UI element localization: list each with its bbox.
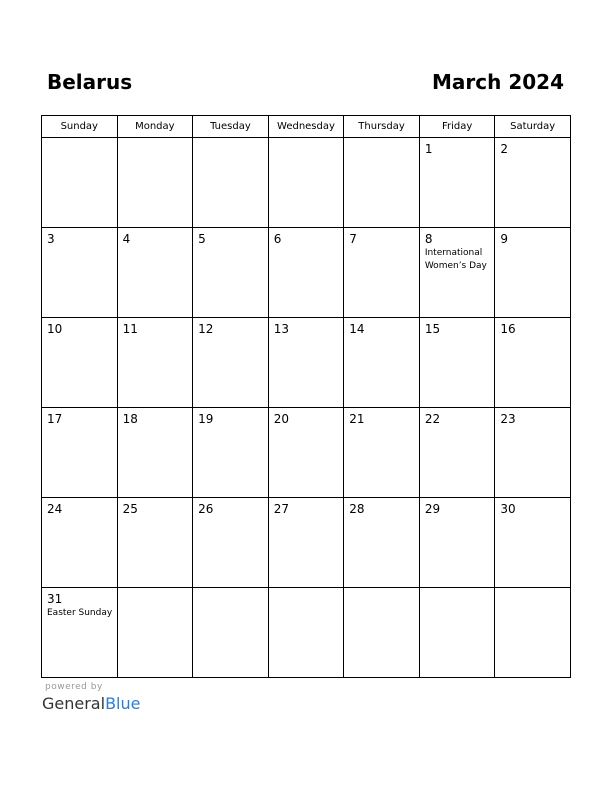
day-cell: [268, 318, 344, 408]
week-row: [42, 498, 571, 588]
month-title: March 2024: [432, 70, 564, 94]
day-cell: [344, 408, 420, 498]
day-cell: [419, 498, 495, 588]
day-cell: [42, 588, 118, 678]
calendar-grid: [41, 115, 571, 678]
day-cell: [193, 498, 269, 588]
day-cell: [419, 408, 495, 498]
day-cell: [42, 228, 118, 318]
week-row: [42, 138, 571, 228]
weekday-monday: Monday: [117, 116, 193, 138]
week-row: [42, 318, 571, 408]
day-cell: [268, 408, 344, 498]
powered-by-label: powered by: [45, 682, 103, 692]
holiday-label: International Women’s Day: [424, 248, 487, 271]
day-cell: [193, 588, 269, 678]
day-cell: [344, 498, 420, 588]
day-number: 30: [500, 502, 516, 516]
week-row: [42, 228, 571, 318]
day-number: 18: [122, 412, 138, 426]
day-cell: [495, 228, 571, 318]
brand-general-text: General: [42, 694, 106, 713]
day-cell: [193, 318, 269, 408]
day-number: 24: [47, 502, 63, 516]
day-cell: [495, 318, 571, 408]
week-row: [42, 588, 571, 678]
weekday-thursday: Thursday: [344, 116, 420, 138]
day-cell: [344, 588, 420, 678]
day-cell: [495, 498, 571, 588]
weekday-wednesday: Wednesday: [268, 116, 344, 138]
day-number: 20: [273, 412, 289, 426]
day-number: 25: [122, 502, 138, 516]
day-number: 31: [47, 592, 63, 606]
day-cell: [495, 138, 571, 228]
generalblue-logo[interactable]: [42, 694, 140, 713]
day-number: 12: [198, 322, 214, 336]
day-number: 6: [273, 232, 282, 246]
day-number: 4: [122, 232, 131, 246]
day-number: 5: [198, 232, 206, 246]
day-number: 17: [47, 412, 63, 426]
day-cell: [193, 138, 269, 228]
day-cell: [117, 138, 193, 228]
day-cell: [117, 408, 193, 498]
day-number: 29: [424, 502, 441, 516]
day-cell: [268, 138, 344, 228]
day-cell: [42, 138, 118, 228]
day-number: 23: [500, 412, 516, 426]
day-number: 19: [198, 412, 214, 426]
day-number: 8: [424, 232, 433, 246]
day-cell: [344, 228, 420, 318]
weekday-saturday: Saturday: [495, 116, 571, 138]
day-cell: [193, 408, 269, 498]
day-number: 22: [424, 412, 441, 426]
day-number: 21: [349, 412, 365, 426]
day-number: 2: [500, 142, 509, 156]
day-number: 11: [122, 322, 138, 336]
day-cell: [344, 318, 420, 408]
day-cell: [42, 408, 118, 498]
day-number: 28: [349, 502, 365, 516]
weekday-friday: Friday: [419, 116, 495, 138]
day-cell: [117, 498, 193, 588]
day-cell: [193, 228, 269, 318]
day-number: 26: [198, 502, 214, 516]
day-cell: [419, 588, 495, 678]
weekday-sunday: Sunday: [42, 116, 118, 138]
holiday-label: Easter Sunday: [47, 608, 113, 618]
day-cell: [419, 138, 495, 228]
day-number: 27: [273, 502, 289, 516]
day-number: 16: [500, 322, 516, 336]
day-number: 1: [424, 142, 433, 156]
weekday-tuesday: Tuesday: [193, 116, 269, 138]
day-number: 9: [500, 232, 509, 246]
day-number: 14: [349, 322, 365, 336]
day-cell: [117, 228, 193, 318]
day-number: 3: [47, 232, 55, 246]
brand-blue-text: Blue: [105, 694, 141, 713]
day-cell: [268, 228, 344, 318]
day-cell: [117, 588, 193, 678]
day-cell: [495, 408, 571, 498]
country-title: Belarus: [47, 70, 133, 94]
day-number: 13: [273, 322, 289, 336]
day-cell: [344, 138, 420, 228]
day-number: 10: [47, 322, 63, 336]
day-cell: [268, 588, 344, 678]
day-cell: [495, 588, 571, 678]
day-cell: [268, 498, 344, 588]
day-cell: [419, 318, 495, 408]
week-row: [42, 408, 571, 498]
day-cell: [42, 318, 118, 408]
day-cell: [117, 318, 193, 408]
day-number: 15: [424, 322, 441, 336]
weekday-header-row: [42, 116, 571, 138]
day-cell: [42, 498, 118, 588]
day-cell: [419, 228, 495, 318]
day-number: 7: [349, 232, 357, 246]
